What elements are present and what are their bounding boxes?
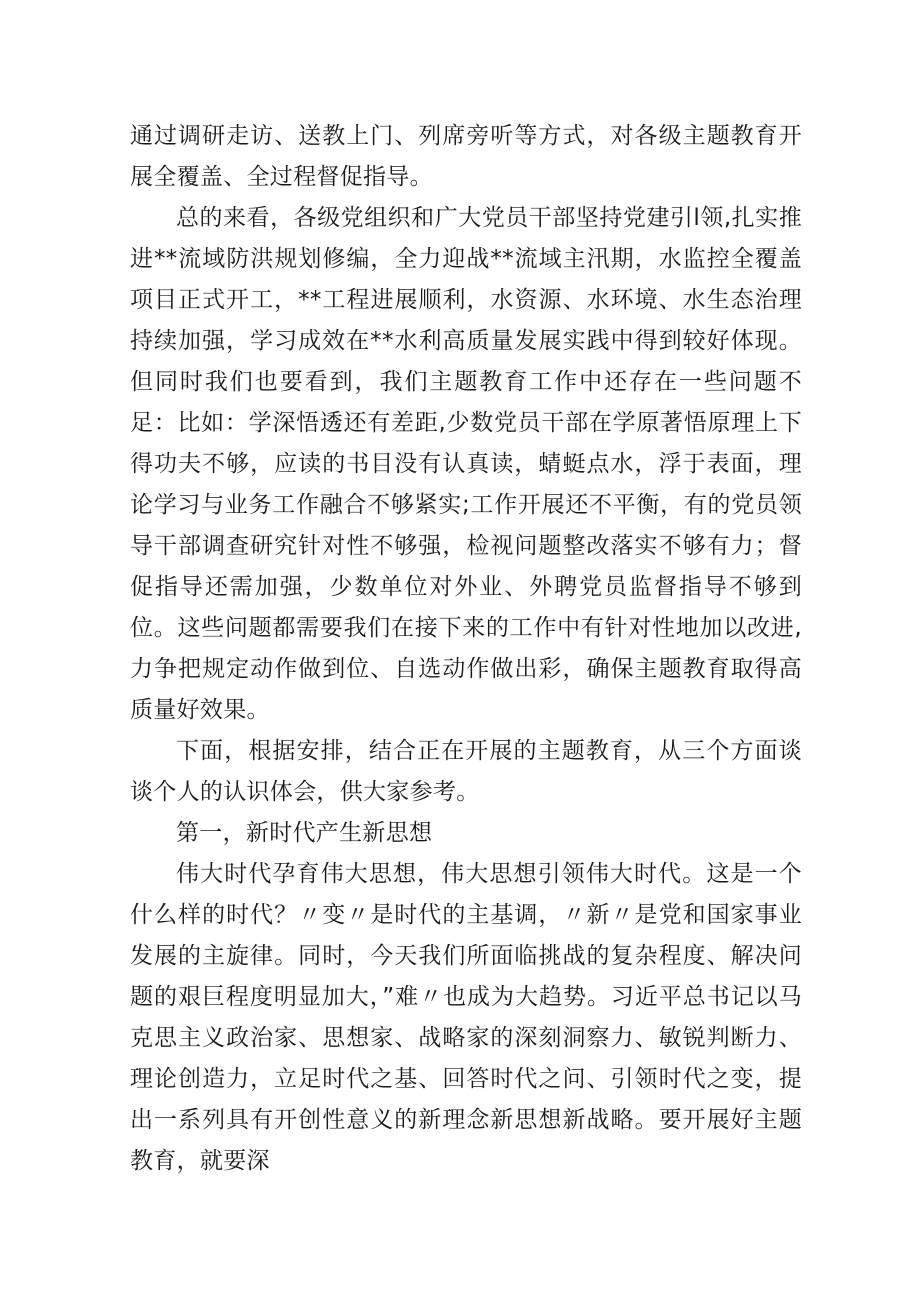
paragraph-2: 总的来看，各级党组织和广大党员干部坚持党建引l领,扎实推进**流域防洪规划修编，全力迎战**流域主汛期，水监控全覆盖项目正式开工，**工程进展顺利，水资源、水环境、水生态治理持续加强，学习成效在**水利高质量发展实践中得到较好体现。但同时我们也要看到，我们主题教育工作中还存在一些问题不足：比如：学深悟透还有差距,少数党员干部在学原著悟原理上下得功夫不够，应读的书目没有认真读，蜻蜓点水，浮于表面，理论学习与业务工作融合不够紧实;工作开展还不平衡，有的党员领导干部调查研究针对性不够强，检视问题整改落实不够有力；督促指导还需加强，少数单位对外业、外聘党员监督指导不够到位。这些问题都需要我们在接下来的工作中有针对性地加以改进,力争把规定动作做到位、自选动作做出彩，确保主题教育取得高质量好效果。 <box>130 205 802 723</box>
paragraph-4: 伟大时代孕育伟大思想，伟大思想引领伟大时代。这是一个什么样的时代？〃变〃是时代的主基调，〃新〃是党和国家事业发展的主旋律。同时，今天我们所面临挑战的复杂程度、解决问题的艰巨程度明显加大，”难〃也成为大趋势。习近平总书记以马克思主义政治家、思想家、战略家的深刻洞察力、敏锐判断力、理论创造力，立足时代之基、回答时代之问、引领时代之变，提出一系列具有开创性意义的新理念新思想新战略。要开展好主题教育，就要深 <box>130 861 802 1174</box>
paragraph-1: 通过调研走访、送教上门、列席旁听等方式，对各级主题教育开展全覆盖、全过程督促指导。 <box>130 123 802 190</box>
paragraph-3: 下面，根据安排，结合正在开展的主题教育，从三个方面谈谈个人的认识体会，供大家参考。 <box>130 738 802 805</box>
document-body <box>130 116 802 1182</box>
section-heading: 第一，新时代产生新思想 <box>176 820 433 846</box>
